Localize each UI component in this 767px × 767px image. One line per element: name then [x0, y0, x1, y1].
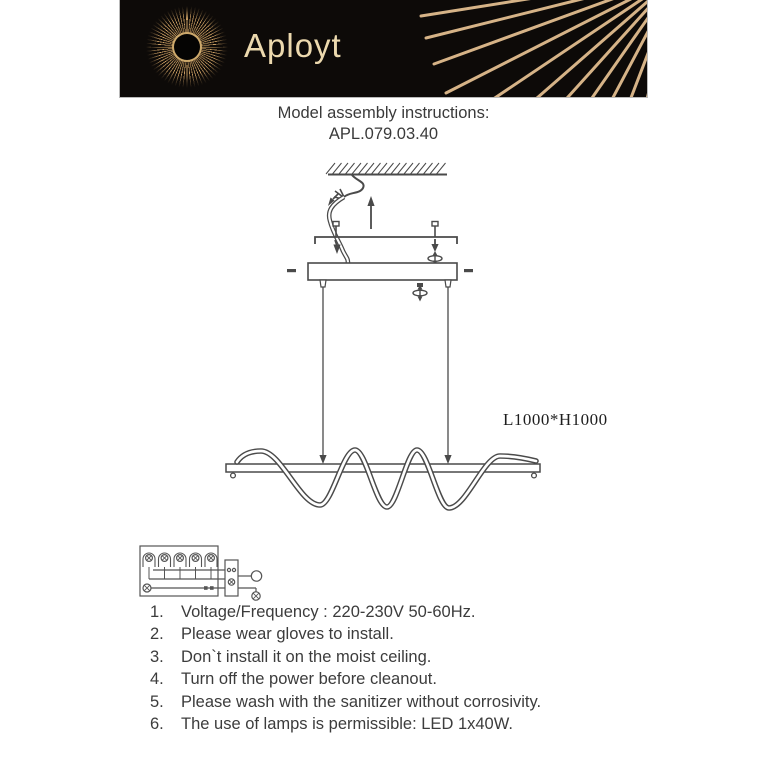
brand-banner: [119, 0, 648, 98]
doc-title: Model assembly instructions:: [277, 104, 490, 122]
suspension-cables: [319, 287, 451, 464]
instruction-item: 3. Don`t install it on the moist ceiling.: [150, 647, 432, 666]
instruction-item: 2. Please wear gloves to install.: [150, 625, 394, 644]
rays-decoration-icon: [119, 0, 647, 98]
ground-screw: [143, 584, 225, 592]
instructions-list: [150, 603, 541, 737]
driver-connector: [225, 560, 238, 596]
screw-symbol-2: [413, 283, 427, 302]
dimension-label: L1000*H1000: [503, 410, 608, 429]
ceiling-hatch: [326, 163, 447, 175]
instruction-item: 6. The use of lamps is permissible: LED 1x40W.: [150, 714, 513, 733]
instruction-item: 1. Voltage/Frequency : 220-230V 50-60Hz.: [150, 603, 476, 621]
assembly-diagram: [200, 155, 560, 535]
wave-led-tube: [237, 450, 536, 508]
lamp-symbol: [238, 571, 262, 600]
instruction-item: 4. Turn off the power before cleanout.: [150, 670, 437, 689]
model-code: APL.079.03.40: [328, 125, 439, 143]
brand-name: Aployt: [244, 27, 342, 64]
title-block: [0, 103, 767, 145]
screw-symbol: [428, 239, 442, 265]
instruction-item: 5. Please wash with the sanitizer without corrosivity.: [150, 692, 542, 711]
light-bar: [226, 464, 540, 478]
canopy: [287, 263, 473, 287]
wiring-diagram: [130, 538, 282, 610]
hook-and-cable: [328, 175, 375, 264]
